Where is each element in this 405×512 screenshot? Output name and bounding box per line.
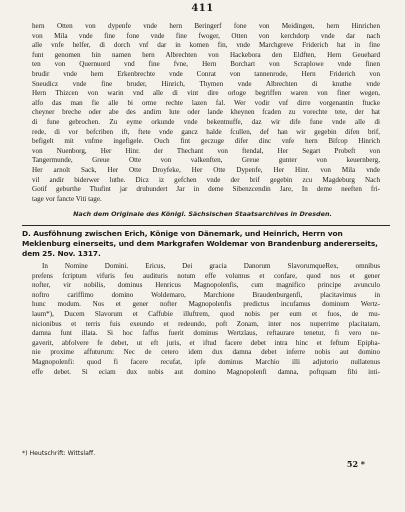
text-line: brudir vnde hern Erkenbrechte vnde Conrat von tannenrode, Hern Friderich von [32,69,380,78]
text-line: laum*), Ducem Slavorum et Caffubie illuftrem, quod nobis per eum et fuos, de mu- [32,309,380,318]
text-line: hunc modum. Nos et gener nofter Magnopolenfis predictus incufamus dominum Wertz- [32,300,380,309]
text-line: Tangermunde, Greue Otte von valkenften, Greue gunter von keuernberg, [32,156,380,165]
letter-2-text [32,262,380,377]
text-line: di fune gebrochen. Zu eyme orkunde vnde bekentnuffe, daz wir dife fune vnde alle di [32,117,380,126]
text-line: nie proxime affuturum: Nec de cetero idem dux damna debet inferre nobis aut domino [32,348,380,357]
text-line: Sneudicz vnde fine bruder, Hinrich, Thymen vnde Albrechten di knuthe vnde [32,79,380,88]
text-line: alle vnfe helfer, di dorch vnf dar in komen fin, vnde Marchgreve Friderich hat in fine [32,41,380,50]
letter-1-text [32,22,380,204]
text-line: funt genomen hin namen hern Albrechten von Hackebora den Eldften, Hern Geuehard [32,50,380,59]
text-line: rede, di vor befcriben ift, ftete vnde gancz halde fcullen, def han wir gegebin difen brif, [32,127,380,136]
text-line: prefens fcriptum vifuris feu audituris notum effe volumus et confare, quod nos et gener [32,271,380,280]
text-line: Hern Thizcen von warin vnd alle di vint dire orloge begriffen waren von finer wegen, [32,89,380,98]
page-number: 411 [191,3,214,14]
footnote: *) Heutschrift: Wittslaff. [22,450,96,457]
text-line: hern Otten von dypenfe vnde hern Beringerf fone von Meidingen, hern Hinrichen [32,22,380,30]
text-line: alfo das man fie alle bi orme rechte lazen fal. Wer vodir vnf dirre vorgenantin ftucke [32,98,380,107]
document-heading: D. Ausföhnung zwischen Erich, Könige von Dänemark, und Heinrich, Herrn von Meklenburg einerseits, und dem Markgrafen Woldemar von Brandenburg andererseits, dem 25. Nov. 1317. [22,229,378,258]
text-line: befigelt mit vnfme ingefigele. Ouch fint geczuge difer dinc vnfe hern Bifcop Hinrich [32,137,380,146]
text-line: von Mila vnde fine fone vnde fine fwoger, Otten von kerchdorp vnde dar nach [32,31,380,40]
text-line: gaverit, abfolvere fe debet, ut eft juris, et iftud facere debet intra hinc et feftum Epipha- [32,338,380,347]
text-line: noftro cariffimo domino Woldemaro, Marchione Braudenburgenfi, placitavimus in [32,290,380,299]
text-line: In Nomine Domini. Ericus, Dei gracia Danorum SlavorumqueRex, omnibus [42,262,380,270]
source-note: Nach dem Originale des Königl. Sächsischen Staatsarchives in Dresden. [73,210,332,218]
text-line: ten von Quernuord vnd fine fvne, Hern Borchart von Scraplowe vnde finen [32,60,380,69]
text-line: Magnopolenfi: quod fi facere recufat, ipfe dominus Marchio illi adjutorio nullatenus [32,357,380,366]
text-line: tage vor fancte Viti tage. [32,194,102,203]
text-line: nicionibus et terris fuis exeundo et redeundo, poft Zonam, inter nos nuperrime placitatam, [32,319,380,328]
text-line: damna funt illata. Si hoc faffus fuerit dominus Wertzlaus, reftaurare tenetur, fi vero ne- [32,329,380,338]
text-line: von Nuenborg, Her Hinr. der Thechant von ftendal, Her Segart Probeft von [32,146,380,155]
text-line: cheyner breche oder abe des andirn lute oder lande kheynen fcaden zu vorechte tete, der hat [32,108,380,117]
text-line: Gotif geburthe Thufint jar druhundert Jar in deme Sibenzcendin Jare, In deme neeften fri- [32,185,380,194]
signature-mark: 52 * [346,459,365,469]
text-line: nofter, vir nobilis, dominus Henricus Magnopolenfis, cum magnifico principe avunculo [32,281,380,290]
text-line: effe debet. Si eciam dux nobis aut domino Magnopolenfi damna, poftquam fibi inti- [32,367,380,376]
text-line: vil andir biderwer luthe. Dicz iz gefchen vnde der brif gegebin zcu Magdeburg Nach [32,175,380,184]
section-divider [22,225,390,226]
text-line: Her arnolt Sack, Her Otte Droyfeke, Her Otte Dypenfe, Her Hinr. von Mila vnde [32,165,380,174]
